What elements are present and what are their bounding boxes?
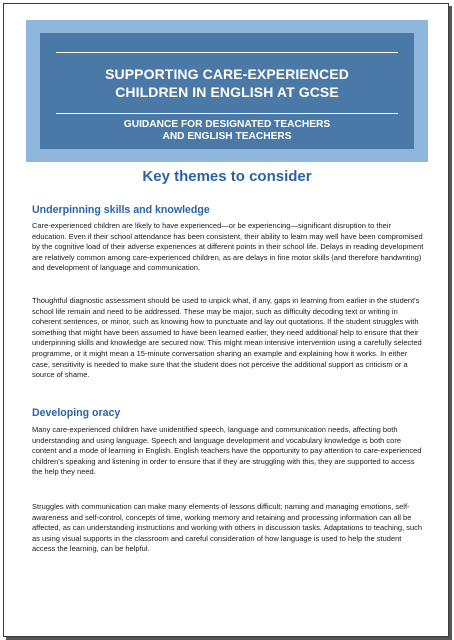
paragraph-oracy-2: Struggles with communication can make many elements of lessons difficult; naming and managing emotions, self-awareness and self-control, concepts of time, working memory and retaining and processing information can all be affected, as can understanding instructions and working with others in discussion tasks. Adaptations to teaching, such as using visual supports in the classroom and careful consideration of how language is used to help the student access the learning, can be helpful. — [32, 502, 423, 554]
paragraph-underpinning-1: Care-experienced children are likely to have experienced—or be experiencing—significant disruption to their education. Even if their school attendance has been consistent, their ability to learn may well have been compromised by the cognitive load of their adverse experiences at different points in their school life. Delays in reading development are relatively common among care-experienced children, as are delays in fine motor skills (and therefore handwriting) and development of language and communication. — [32, 221, 424, 273]
section-heading-underpinning: Underpinning skills and knowledge — [32, 204, 210, 216]
title-line-1: SUPPORTING CARE-EXPERIENCED — [105, 66, 349, 82]
key-themes-heading: Key themes to consider — [142, 168, 312, 185]
document-title — [56, 65, 398, 101]
paragraph-oracy-1: Many care-experienced children have unidentified speech, language and communication needs, affecting both understanding and using language. Speech and language development and vocabulary knowledge is both core content and a mode of learning in English. English teachers have the opportunity to pay attention to care-experienced children's speaking and listening in order to ensure that if they are struggling with this, they are supported to access the help they need. — [32, 425, 422, 477]
paragraph-underpinning-2: Thoughtful diagnostic assessment should be used to unpick what, if any, gaps in learning from earlier in the student's school life remain and need to be addressed. These may be major, such as difficulty decoding text or writing in coherent sentences, or minor, such as knowing how to punctuate and lay out quotations. If the student struggles with something that might have been assumed to have been learned earlier, they need additional help to ensure that their underpinning skills and knowledge are secured now. This might mean intensive intervention using a carefully selected programme, or it might mean a 15-minute conversation sharing an example and explaining how it works. In either case, sensitivity is needed to make sure that the student does not perceive the additional support as criticism or a source of shame. — [32, 296, 422, 380]
title-line-2: CHILDREN IN ENGLISH AT GCSE — [115, 84, 339, 100]
banner-divider-rule — [56, 113, 398, 114]
section-heading-oracy: Developing oracy — [32, 407, 121, 419]
banner-top-rule — [56, 52, 398, 53]
document-subtitle — [56, 119, 398, 143]
subtitle-line-1: GUIDANCE FOR DESIGNATED TEACHERS — [123, 119, 331, 130]
subtitle-line-2: AND ENGLISH TEACHERS — [162, 131, 292, 142]
